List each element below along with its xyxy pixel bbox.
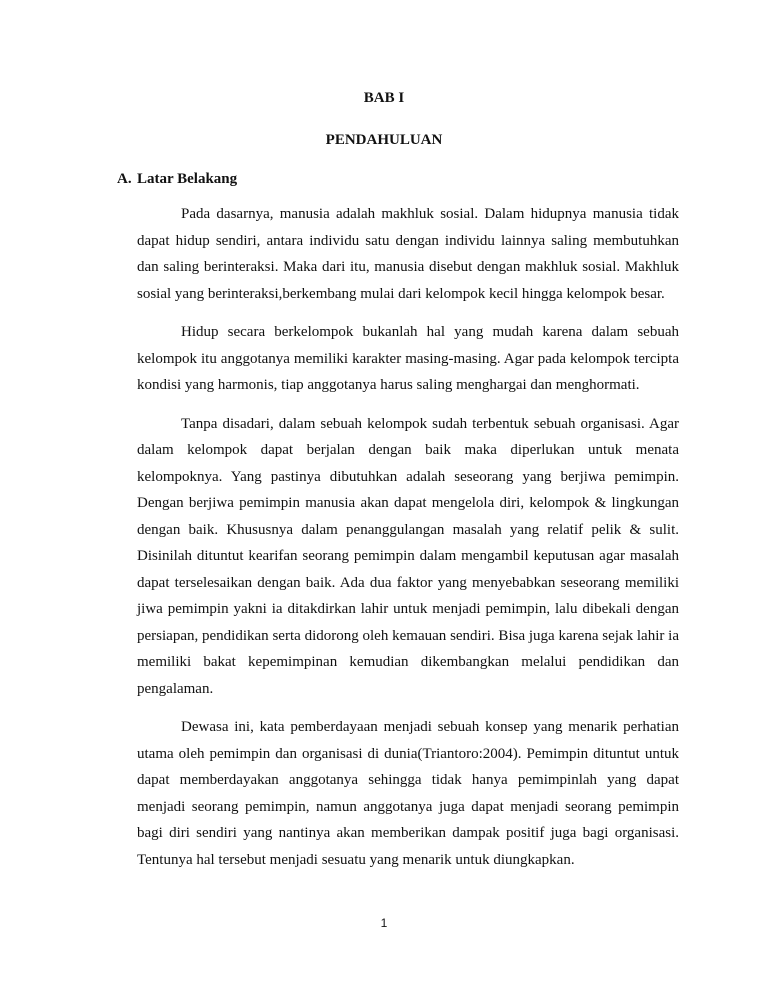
chapter-number: BAB I: [363, 90, 405, 106]
section-letter: A.: [117, 171, 132, 187]
paragraph: Pada dasarnya, manusia adalah makhluk sosial. Dalam hidupnya manusia tidak dapat hidup sendiri, antara individu satu dengan individu lainnya saling membutuhkan dan saling berinteraksi. Maka dari itu, manusia disebut dengan makhluk sosial. Makhluk sosial yang berinteraksi,berkembang mulai dari kelompok kecil hingga kelompok besar.: [137, 206, 679, 302]
page-number: 1: [380, 916, 388, 930]
paragraph: Tanpa disadari, dalam sebuah kelompok sudah terbentuk sebuah organisasi. Agar dalam kelompok dapat berjalan dengan baik maka diperlukan untuk menata kelompoknya. Yang pastinya dibutuhkan adalah seseorang yang berjiwa pemimpin. Dengan berjiwa pemimpin manusia akan dapat mengelola diri, kelompok & lingkungan dengan baik. Khususnya dalam penanggulangan masalah yang relatif pelik & sulit. Disinilah dituntut kearifan seorang pemimpin dalam mengambil keputusan agar masalah dapat terselesaikan dengan baik. Ada dua faktor yang menyebabkan seseorang memiliki jiwa pemimpin yakni ia ditakdirkan lahir untuk menjadi pemimpin, lalu dibekali dengan persiapan, pendidikan serta didorong oleh kemauan sendiri. Bisa juga karena sejak lahir ia memiliki bakat kepemimpinan kemudian dikembangkan melalui pendidikan dan pengalaman.: [137, 415, 679, 697]
section-title: Latar Belakang: [137, 171, 238, 187]
chapter-title: PENDAHULUAN: [325, 132, 443, 148]
section-heading: [117, 170, 237, 188]
body-text: [137, 201, 679, 885]
paragraph: Hidup secara berkelompok bukanlah hal yang mudah karena dalam sebuah kelompok itu anggotanya memiliki karakter masing-masing. Agar pada kelompok tercipta kondisi yang harmonis, tiap anggotanya harus saling menghargai dan menghormati.: [137, 324, 679, 393]
paragraph: Dewasa ini, kata pemberdayaan menjadi sebuah konsep yang menarik perhatian utama oleh pemimpin dan organisasi di dunia(Triantoro:2004). Pemimpin dituntut untuk dapat memberdayakan anggotanya sehingga tidak hanya pemimpinlah yang dapat menjadi seorang pemimpin, namun anggotanya juga dapat menjadi seorang pemimpin bagi diri sendiri yang nantinya akan memberikan dampak positif juga bagi organisasi. Tentunya hal tersebut menjadi sesuatu yang menarik untuk diungkapkan.: [137, 719, 679, 868]
